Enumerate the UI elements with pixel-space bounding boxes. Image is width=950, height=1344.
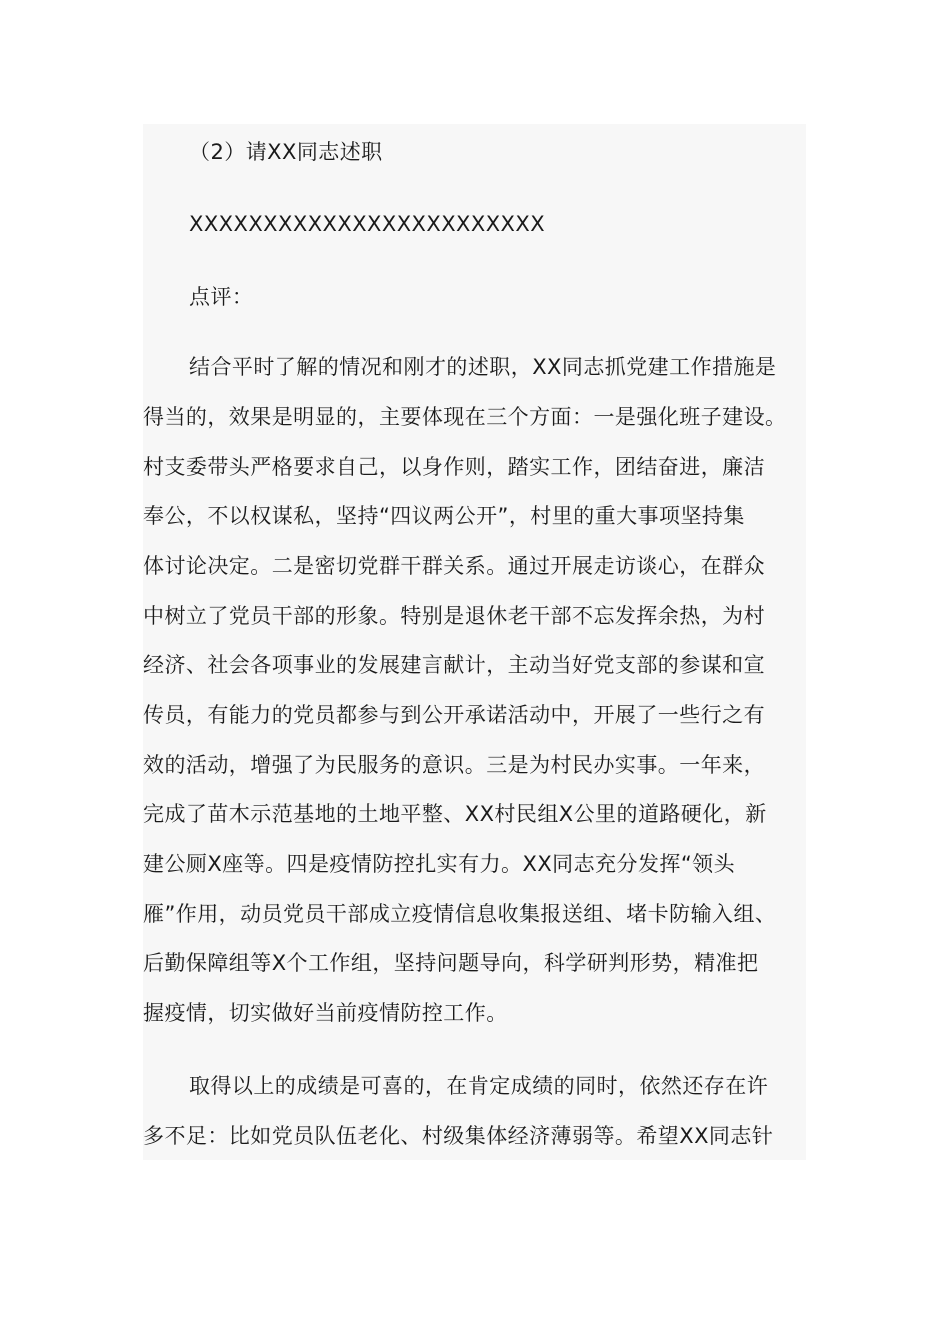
paragraph-line: 建公厕X座等。四是疫情防控扎实有力。XX同志充分发挥“领头 (143, 852, 736, 876)
document-body (143, 124, 806, 1070)
section-heading: （2）请XX同志述职 (189, 140, 383, 164)
paragraph-line: 完成了苗木示范基地的土地平整、XX村民组X公里的道路硬化，新 (143, 802, 767, 826)
paragraph-line: 经济、社会各项事业的发展建言献计，主动当好党支部的参谋和宣 (143, 653, 766, 677)
paragraph-line: 取得以上的成绩是可喜的，在肯定成绩的同时，依然还存在许 (189, 1074, 769, 1098)
placeholder-line: XXXXXXXXXXXXXXXXXXXXXXXX (189, 212, 546, 236)
document-body-continued (143, 1070, 806, 1160)
paragraph-line: 雁”作用，动员党员干部成立疫情信息收集报送组、堵卡防输入组、 (143, 902, 777, 926)
paragraph-line: 后勤保障组等X个工作组，坚持问题导向，科学研判形势，精准把 (143, 951, 759, 975)
paragraph-line: 效的活动，增强了为民服务的意识。三是为村民办实事。一年来， (143, 753, 766, 777)
paragraph-line: 传员，有能力的党员都参与到公开承诺活动中，开展了一些行之有 (143, 703, 766, 727)
paragraph-line: 奉公，不以权谋私，坚持“四议两公开”，村里的重大事项坚持集 (143, 504, 745, 528)
paragraph-line: 得当的，效果是明显的，主要体现在三个方面：一是强化班子建设。 (143, 405, 787, 429)
comment-label: 点评： (189, 285, 254, 309)
paragraph-line: 多不足：比如党员队伍老化、村级集体经济薄弱等。希望XX同志针 (143, 1124, 774, 1148)
paragraph-line: 结合平时了解的情况和刚才的述职，XX同志抓党建工作措施是 (189, 355, 777, 379)
paragraph-line: 中树立了党员干部的形象。特别是退休老干部不忘发挥余热，为村 (143, 604, 766, 628)
paragraph-line: 体讨论决定。二是密切党群干群关系。通过开展走访谈心，在群众 (143, 554, 766, 578)
paragraph-line: 村支委带头严格要求自己，以身作则，踏实工作，团结奋进，廉洁 (143, 455, 766, 479)
paragraph-line: 握疫情，切实做好当前疫情防控工作。 (143, 1001, 508, 1025)
